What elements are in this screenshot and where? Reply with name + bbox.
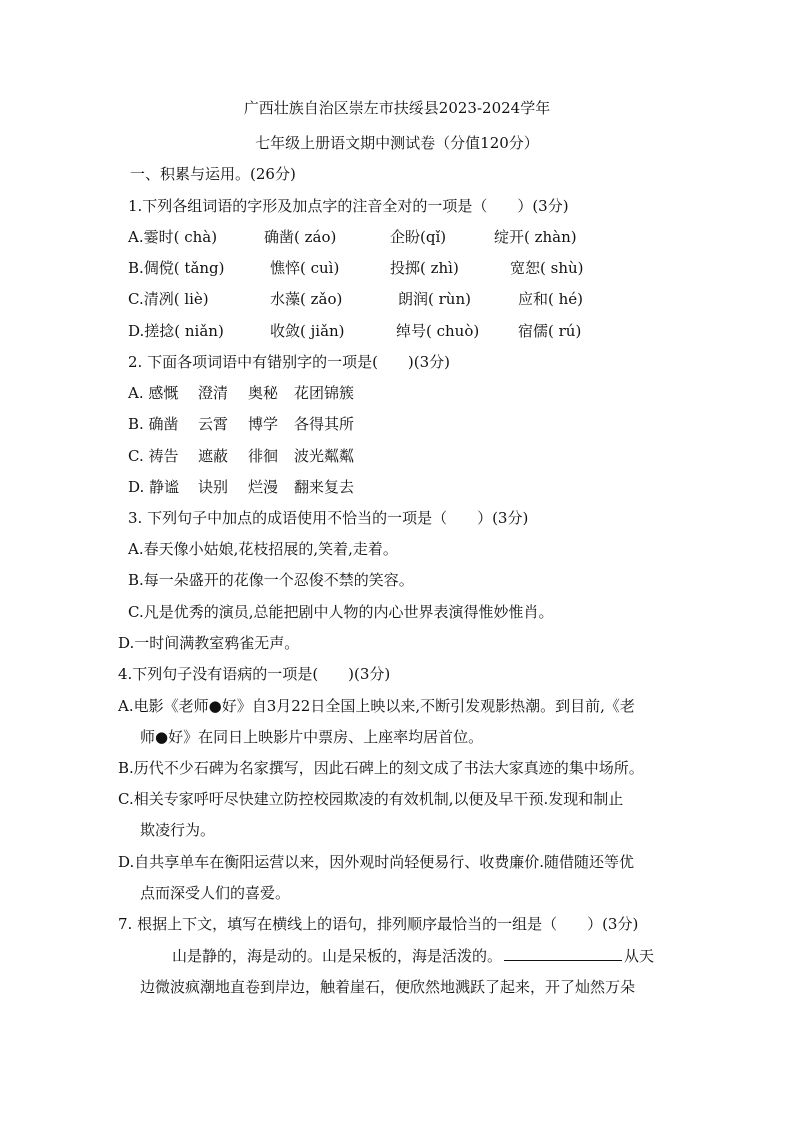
q7-passage-text-b: 从天 <box>624 947 655 965</box>
q2-d-4: 翻来复去 <box>294 478 355 496</box>
q1-d-3: 绰号( chuò) <box>396 322 480 340</box>
q2-d-3: 烂漫 <box>248 478 279 496</box>
exam-title-line2: 七年级上册语文期中测试卷（分值120分） <box>255 134 539 152</box>
q3-option-a: A.春天像小姑娘,花枝招展的,笑着,走着。 <box>128 540 398 558</box>
q2-a-1: A. 感慨 <box>128 384 179 402</box>
q1-stem: 1.下列各组词语的字形及加点字的注音全对的一项是（ ）(3分) <box>128 197 569 215</box>
q7-passage-line2: 边微波疯潮地直卷到岸边，触着崖石，便欣然地溅跃了起来，开了灿然万朵 <box>140 978 636 996</box>
q1-c-2: 水藻( zǎo) <box>270 290 343 308</box>
q1-c-1: C.清冽( liè) <box>128 290 209 308</box>
q4-stem: 4.下列句子没有语病的一项是( )(3分) <box>118 665 391 683</box>
q4-option-a-line2: 师●好》在同日上映影片中票房、上座率均居首位。 <box>140 728 484 746</box>
q1-a-2: 确凿( záo) <box>264 228 337 246</box>
q2-d-1: D. 静谧 <box>128 478 180 496</box>
q2-stem: 2. 下面各项词语中有错别字的一项是( )(3分) <box>128 353 451 371</box>
q2-b-3: 博学 <box>248 415 279 433</box>
exam-title-line1: 广西壮族自治区崇左市扶绥县2023-2024学年 <box>243 99 551 117</box>
q1-d-4: 宿儒( rú) <box>518 322 582 340</box>
q1-b-2: 憔悴( cuì) <box>270 259 340 277</box>
q2-d-2: 诀别 <box>198 478 229 496</box>
q1-d-1: D.搓捻( niǎn) <box>128 322 224 340</box>
q3-option-d: D.一时间满教室鸦雀无声。 <box>118 634 300 652</box>
q3-option-c: C.凡是优秀的演员,总能把剧中人物的内心世界表演得惟妙惟肖。 <box>128 603 554 621</box>
q4-option-a-line1: A.电影《老师●好》自3月22日全国上映以来,不断引发观影热潮。到目前,《老 <box>118 697 635 715</box>
section-heading: 一、积累与运用。(26分) <box>130 165 296 183</box>
q4-option-d-line2: 点而深受人们的喜爱。 <box>140 884 291 902</box>
q7-answer-blank[interactable] <box>504 945 622 961</box>
q2-b-1: B. 确凿 <box>128 415 179 433</box>
q1-b-3: 投掷( zhì) <box>390 259 459 277</box>
q1-b-4: 宽恕( shù) <box>510 259 584 277</box>
q2-a-3: 奥秘 <box>248 384 279 402</box>
q7-passage-text-a: 山是静的，海是动的。山是呆板的，海是活泼的。 <box>172 947 503 965</box>
q7-stem: 7. 根据上下文，填写在横线上的语句，排列顺序最恰当的一组是（ ）(3分) <box>118 915 639 933</box>
q1-c-4: 应和( hé) <box>518 290 584 308</box>
q2-a-4: 花团锦簇 <box>294 384 355 402</box>
q4-option-c-line1: C.相关专家呼吁尽快建立防控校园欺凌的有效机制,以便及早干预.发现和制止 <box>118 790 624 808</box>
q2-b-2: 云霄 <box>198 415 229 433</box>
q1-b-1: B.倜傥( tǎng) <box>128 259 225 277</box>
q7-passage-line1 <box>172 945 654 966</box>
q2-c-2: 遮蔽 <box>198 447 229 465</box>
q1-a-3: 企盼(qǐ) <box>390 228 447 246</box>
q3-stem: 3. 下列句子中加点的成语使用不恰当的一项是（ ）(3分) <box>128 509 529 527</box>
q4-option-c-line2: 欺凌行为。 <box>140 821 216 839</box>
q1-d-2: 收敛( jiǎn) <box>270 322 345 340</box>
q2-a-2: 澄清 <box>198 384 229 402</box>
q2-c-3: 徘徊 <box>248 447 279 465</box>
q3-option-b: B.每一朵盛开的花像一个忍俊不禁的笑容。 <box>128 571 414 589</box>
q4-option-b: B.历代不少石碑为名家撰写，因此石碑上的刻文成了书法大家真迹的集中场所。 <box>118 759 644 777</box>
q1-a-1: A.霎时( chà) <box>128 228 218 246</box>
q2-c-4: 波光粼粼 <box>294 447 355 465</box>
q2-c-1: C. 祷告 <box>128 447 179 465</box>
q1-c-3: 朗润( rùn) <box>398 290 471 308</box>
q4-option-d-line1: D.自共享单车在衡阳运营以来，因外观时尚轻便易行、收费廉价.随借随还等优 <box>118 853 635 871</box>
q1-a-4: 绽开( zhàn) <box>494 228 577 246</box>
q2-b-4: 各得其所 <box>294 415 355 433</box>
